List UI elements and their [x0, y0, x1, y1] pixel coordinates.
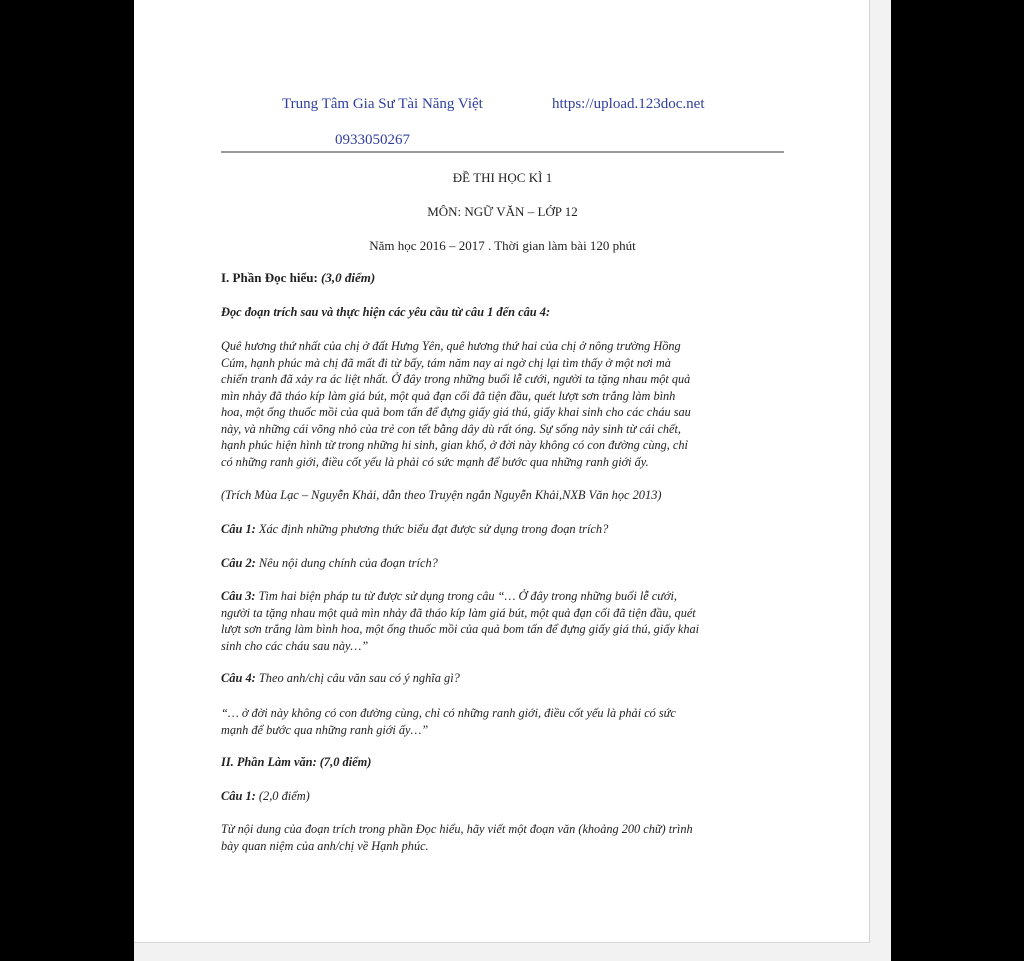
- question-3-line: người ta tặng nhau một quả mìn nhảy đã tháo kíp làm giá bút, một quả đạn cối đã tiện đầu, quét: [221, 605, 696, 620]
- question-2: [221, 555, 786, 572]
- exam-subject: MÔN: NGỮ VĂN – LỚP 12: [427, 204, 578, 219]
- question-3-line: [221, 588, 786, 605]
- question-3-text: Tìm hai biện pháp tu từ được sử dụng trong câu “… Ở đây trong những buổi lễ cưới,: [255, 589, 677, 603]
- header-center-name: Trung Tâm Gia Sư Tài Năng Việt: [282, 96, 483, 112]
- question-4-quote-line: mạnh để bước qua những ranh giới ấy…”: [221, 722, 429, 737]
- exam-year-time: Năm học 2016 – 2017 . Thời gian làm bài 120 phút: [369, 238, 636, 253]
- question-2-text: Nêu nội dung chính của đoạn trích?: [255, 556, 438, 570]
- header-url[interactable]: https://upload.123doc.net: [552, 96, 705, 112]
- passage-line: hạnh phúc hiện hình từ trong những hi sinh, gian khổ, ở đời này không có con đường cùng, chỉ: [221, 438, 688, 452]
- passage-line: mìn nhảy đã tháo kíp làm giá bút, một quả đạn cối đã tiện đầu, quét lượt sơn trắng làm bình: [221, 388, 676, 403]
- question-2-label: Câu 2:: [221, 556, 256, 570]
- question-1: [221, 521, 786, 538]
- essay-question-1-label: Câu 1:: [221, 789, 256, 803]
- part1-points: (3,0 điểm): [321, 270, 376, 285]
- question-4: [221, 670, 786, 687]
- question-1-label: Câu 1:: [221, 522, 256, 536]
- essay-question-1-points: (2,0 điểm): [255, 789, 310, 803]
- reading-passage: [221, 338, 786, 470]
- passage-source: (Trích Mùa Lạc – Nguyễn Khải, dẫn theo Truyện ngắn Nguyễn Khải,NXB Văn học 2013): [221, 488, 662, 502]
- exam-title: ĐỀ THI HỌC KÌ 1: [452, 170, 553, 185]
- passage-line: có những ranh giới, điều cốt yếu là phải có sức mạnh để bước qua những ranh giới ấy.: [221, 454, 649, 469]
- question-4-label: Câu 4:: [221, 671, 256, 685]
- question-3-label: Câu 3:: [221, 589, 256, 603]
- part2-heading: II. Phần Làm văn: (7,0 điểm): [221, 755, 372, 769]
- essay-question-1-line: Từ nội dung của đoạn trích trong phần Đọc hiểu, hãy viết một đoạn văn (khoảng 200 chữ) trình: [221, 822, 693, 836]
- passage-line: chiến tranh đã xảy ra ác liệt nhất. Ở đây trong những buổi lễ cưới, người ta tặng nhau một quả: [221, 372, 691, 386]
- question-3-line: sinh cho các cháu sau này…”: [221, 638, 369, 653]
- passage-line: hoa, một ống thuốc mồi của quả bom tấn để đựng giấy giá thú, giấy khai sinh cho các cháu sau: [221, 405, 691, 419]
- essay-question-1-line: bày quan niệm của anh/chị về Hạnh phúc.: [221, 838, 429, 853]
- header-phone: 0933050267: [335, 132, 410, 148]
- part1-instruction: Đọc đoạn trích sau và thực hiện các yêu cầu từ câu 1 đến câu 4:: [221, 305, 551, 319]
- question-4-text: Theo anh/chị câu văn sau có ý nghĩa gì?: [255, 671, 460, 685]
- essay-question-1: [221, 788, 786, 805]
- passage-line: Quê hương thứ nhất của chị ở đất Hưng Yên, quê hương thứ hai của chị ở nông trường Hồng: [221, 339, 681, 353]
- question-1-text: Xác định những phương thức biểu đạt được sử dụng trong đoạn trích?: [255, 522, 609, 536]
- header-divider: [221, 151, 784, 153]
- question-4-quote: [221, 705, 786, 738]
- part1-heading-text: I. Phần Đọc hiểu:: [221, 270, 318, 285]
- question-3-line: lượt sơn trắng làm bình hoa, một ống thuốc mồi của quả bom tấn để đựng giấy giá thú, giấy khai: [221, 622, 700, 636]
- part1-heading: [221, 270, 786, 287]
- question-3: [221, 588, 786, 654]
- passage-line: này, và những cái võng nhỏ của trẻ con tết bằng dây dù rất óng. Sự sống nảy sinh từ cái chết,: [221, 421, 682, 436]
- essay-question-1-text: [221, 821, 786, 854]
- question-4-quote-line: “… ở đời này không có con đường cùng, chỉ có những ranh giới, điều cốt yếu là phải có sức: [221, 706, 676, 720]
- passage-line: Cúm, hạnh phúc mà chị đã mất đi từ bấy, tám năm nay ai ngờ chị lại tìm thấy ở một nơi mà: [221, 355, 671, 370]
- document-page: [134, 0, 870, 943]
